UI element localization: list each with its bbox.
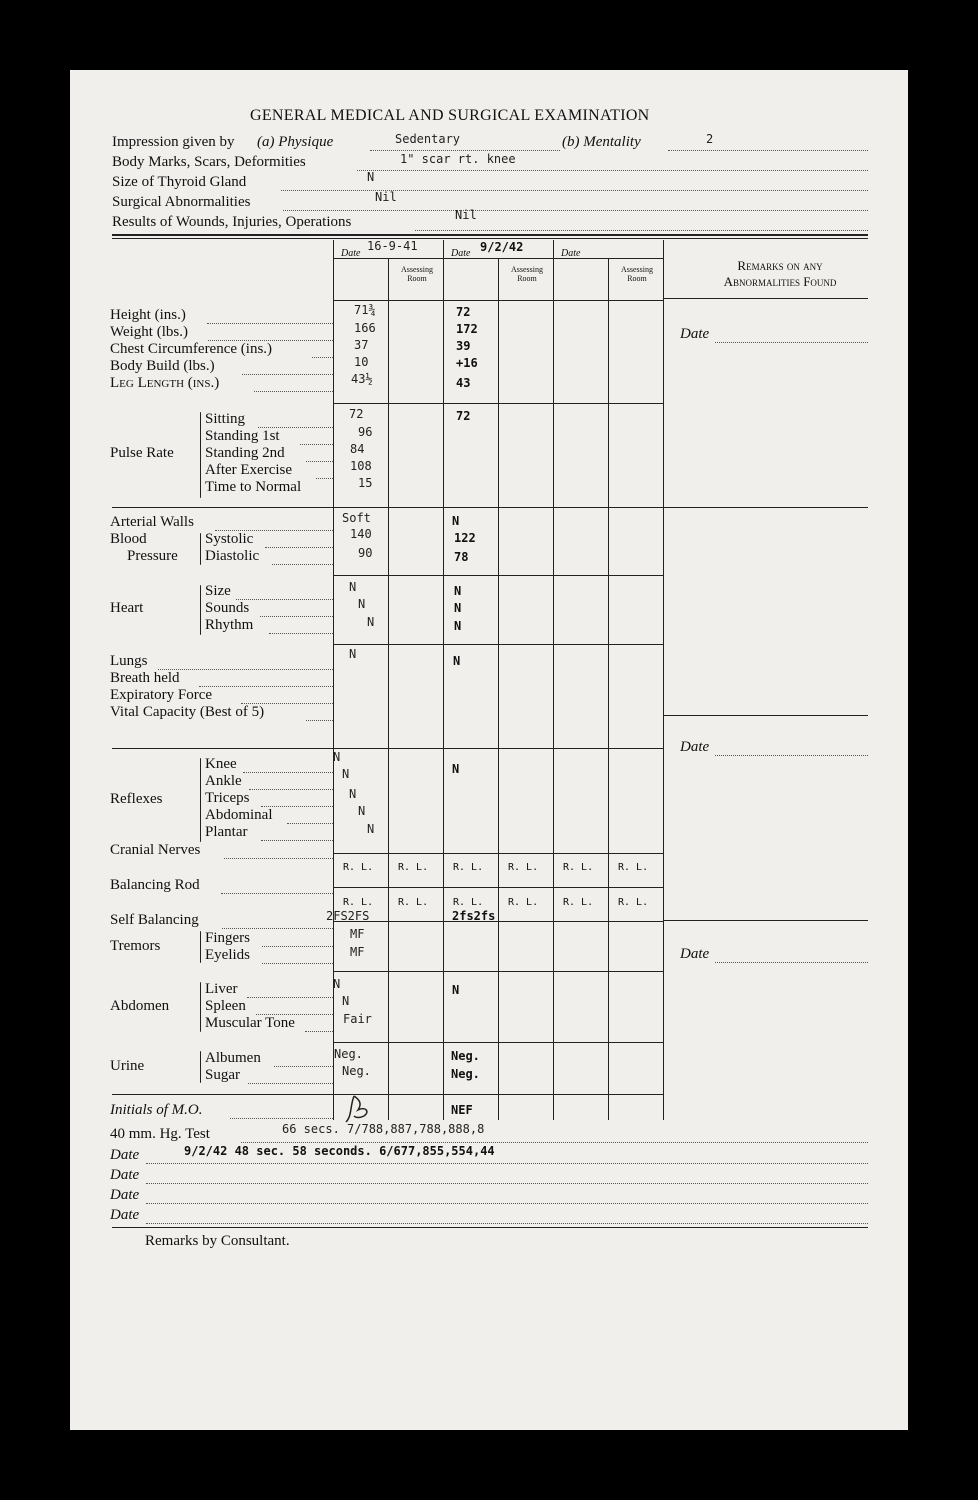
thyroid-value: N [367, 170, 375, 184]
size-v1: N [349, 580, 357, 594]
blood-brace [200, 533, 201, 565]
spleen-v1: N [342, 994, 350, 1008]
pressure-label: Pressure [127, 548, 178, 564]
diastolic-label: Diastolic [205, 548, 260, 564]
abdomen-brace [200, 982, 201, 1032]
date-label-2: Date [451, 248, 471, 259]
rl-2b: R. L. [398, 897, 429, 908]
standing2-v1: 84 [350, 442, 365, 456]
reflexes-brace [200, 758, 201, 842]
leg-label: Leg Length (ins.) [110, 375, 220, 391]
ankle-v1: N [342, 767, 350, 781]
balancing-rod-label: Balancing Rod [110, 877, 200, 893]
build-v2: +16 [456, 356, 478, 370]
surgical-label: Surgical Abnormalities [112, 194, 251, 210]
rl-1a: R. L. [343, 862, 374, 873]
table-top-rule-2 [112, 238, 868, 239]
systolic-label: Systolic [205, 531, 254, 547]
standing2-label: Standing 2nd [205, 445, 285, 461]
assessing-room-1: Assessing Room [400, 265, 433, 283]
sounds-label: Sounds [205, 600, 250, 616]
sitting-label: Sitting [205, 411, 246, 427]
date-2: 9/2/42 [480, 240, 524, 254]
pulse-rate-label: Pulse Rate [110, 445, 174, 461]
albumen-v2: Neg. [451, 1049, 480, 1063]
impression-label: Impression given by [112, 134, 235, 150]
liver-label: Liver [205, 981, 238, 997]
diastolic-v2: 78 [454, 550, 469, 564]
standing1-label: Standing 1st [205, 428, 280, 444]
lungs-v1: N [349, 647, 357, 661]
rl-2d: R. L. [508, 897, 539, 908]
date-label-1: Date [341, 248, 361, 259]
plantar-v1: N [367, 822, 375, 836]
triceps-label: Triceps [205, 790, 250, 806]
weight-label: Weight (lbs.) [110, 324, 188, 340]
height-v2: 72 [456, 305, 471, 319]
systolic-v1: 140 [350, 527, 372, 541]
surgical-value: Nil [375, 190, 397, 204]
body-marks-label: Body Marks, Scars, Deformities [112, 154, 306, 170]
height-v1: 71¾ [354, 303, 376, 317]
self-balancing-v1: 2FS2FS [326, 909, 370, 923]
cranial-label: Cranial Nerves [110, 842, 201, 858]
wounds-value: Nil [455, 208, 477, 222]
spleen-label: Spleen [205, 998, 246, 1014]
sugar-v1: Neg. [342, 1064, 371, 1078]
rl-1c: R. L. [453, 862, 484, 873]
abdominal-label: Abdominal [205, 807, 273, 823]
physique-label: (a) Physique [257, 134, 334, 150]
rl-1b: R. L. [398, 862, 429, 873]
arterial-label: Arterial Walls [110, 514, 194, 530]
hg-value: 66 secs. 7/788,887,788,888,8 [282, 1122, 485, 1136]
heart-brace [200, 585, 201, 635]
liver-v1: N [333, 977, 341, 991]
build-label: Body Build (lbs.) [110, 358, 215, 374]
rhythm-v2: N [454, 619, 462, 633]
date-row-1-value: 9/2/42 48 sec. 58 seconds. 6/677,855,554,44 [184, 1144, 495, 1158]
mentality-label: (b) Mentality [562, 134, 641, 150]
remarks-date-1: Date [680, 326, 710, 342]
form-title: GENERAL MEDICAL AND SURGICAL EXAMINATION [250, 107, 650, 124]
rl-2c: R. L. [453, 897, 484, 908]
consultant-remarks-label: Remarks by Consultant. [145, 1233, 290, 1249]
initials-v2: NEF [451, 1103, 473, 1117]
rl-1f: R. L. [618, 862, 649, 873]
sounds-v2: N [454, 601, 462, 615]
size-v2: N [454, 584, 462, 598]
sugar-label: Sugar [205, 1067, 240, 1083]
abdomen-label: Abdomen [110, 998, 170, 1014]
vital-label: Vital Capacity (Best of 5) [110, 704, 265, 720]
urine-brace [200, 1051, 201, 1083]
eyelids-v1: MF [350, 945, 365, 959]
date-row-4-label: Date [110, 1207, 140, 1223]
wounds-label: Results of Wounds, Injuries, Operations [112, 214, 352, 230]
remarks-header [680, 258, 880, 290]
table-top-rule [112, 234, 868, 236]
plantar-label: Plantar [205, 824, 248, 840]
systolic-v2: 122 [454, 531, 476, 545]
initials-label: Initials of M.O. [110, 1102, 203, 1118]
knee-v1: N [333, 750, 341, 764]
eyelids-label: Eyelids [205, 947, 250, 963]
albumen-label: Albumen [205, 1050, 261, 1066]
chest-v2: 39 [456, 339, 471, 353]
rl-2f: R. L. [618, 897, 649, 908]
remarks-header-line2: Abnormalities Found [723, 274, 837, 289]
thyroid-label: Size of Thyroid Gland [112, 174, 247, 190]
pulse-brace [200, 412, 201, 498]
albumen-v1: Neg. [334, 1047, 363, 1061]
diastolic-v1: 90 [358, 546, 373, 560]
weight-v1: 166 [354, 321, 376, 335]
knee-label: Knee [205, 756, 237, 772]
date-row-3-label: Date [110, 1187, 140, 1203]
rl-1d: R. L. [508, 862, 539, 873]
self-balancing-v2: 2fs2fs [452, 909, 496, 923]
leg-v1: 43½ [351, 372, 373, 386]
build-v1: 10 [354, 355, 369, 369]
size-label: Size [205, 583, 231, 599]
standing1-v1: 96 [358, 425, 373, 439]
date-row-2-label: Date [110, 1167, 140, 1183]
liver-v2: N [452, 983, 460, 997]
reflexes-label: Reflexes [110, 791, 163, 807]
breath-label: Breath held [110, 670, 180, 686]
assessing-room-2: Assessing Room [510, 265, 543, 283]
physique-value: Sedentary [395, 132, 461, 146]
tremors-brace [200, 931, 201, 963]
remarks-header-line1: Remarks on any [737, 258, 823, 273]
expiratory-label: Expiratory Force [110, 687, 213, 703]
fingers-v1: MF [350, 927, 365, 941]
normal-v1: 15 [358, 476, 373, 490]
rl-2e: R. L. [563, 897, 594, 908]
date-1: 16-9-41 [367, 239, 418, 253]
remarks-date-2: Date [680, 739, 710, 755]
arterial-v2: N [452, 514, 460, 528]
triceps-v1: N [349, 787, 357, 801]
leg-v2: 43 [456, 376, 471, 390]
lungs-v2: N [453, 654, 461, 668]
rhythm-label: Rhythm [205, 617, 254, 633]
knee-v2: N [452, 762, 460, 776]
muscular-v1: Fair [343, 1012, 372, 1026]
heart-label: Heart [110, 600, 144, 616]
lungs-label: Lungs [110, 653, 148, 669]
body-marks-value: 1" scar rt. knee [400, 152, 516, 166]
hg-label: 40 mm. Hg. Test [110, 1126, 210, 1142]
fingers-label: Fingers [205, 930, 250, 946]
sugar-v2: Neg. [451, 1067, 480, 1081]
rl-2a: R. L. [343, 897, 374, 908]
rl-1e: R. L. [563, 862, 594, 873]
date-label-3: Date [561, 248, 581, 259]
chest-v1: 37 [354, 338, 369, 352]
abdominal-v1: N [358, 804, 366, 818]
remarks-date-3: Date [680, 946, 710, 962]
height-label: Height (ins.) [110, 307, 186, 323]
normal-label: Time to Normal [205, 479, 302, 495]
exercise-label: After Exercise [205, 462, 293, 478]
muscular-label: Muscular Tone [205, 1015, 295, 1031]
arterial-v1: Soft [342, 511, 371, 525]
blood-label: Blood [110, 531, 147, 547]
date-row-1-label: Date [110, 1147, 140, 1163]
self-balancing-label: Self Balancing [110, 912, 199, 928]
exercise-v1: 108 [350, 459, 372, 473]
mentality-value: 2 [706, 132, 714, 146]
weight-v2: 172 [456, 322, 478, 336]
ankle-label: Ankle [205, 773, 242, 789]
rhythm-v1: N [367, 615, 375, 629]
tremors-label: Tremors [110, 938, 161, 954]
sitting-v1: 72 [349, 407, 364, 421]
sitting-v2: 72 [456, 409, 471, 423]
examination-form [70, 70, 908, 1430]
sounds-v1: N [358, 597, 366, 611]
assessing-room-3: Assessing Room [620, 265, 653, 283]
chest-label: Chest Circumference (ins.) [110, 341, 273, 357]
urine-label: Urine [110, 1058, 145, 1074]
